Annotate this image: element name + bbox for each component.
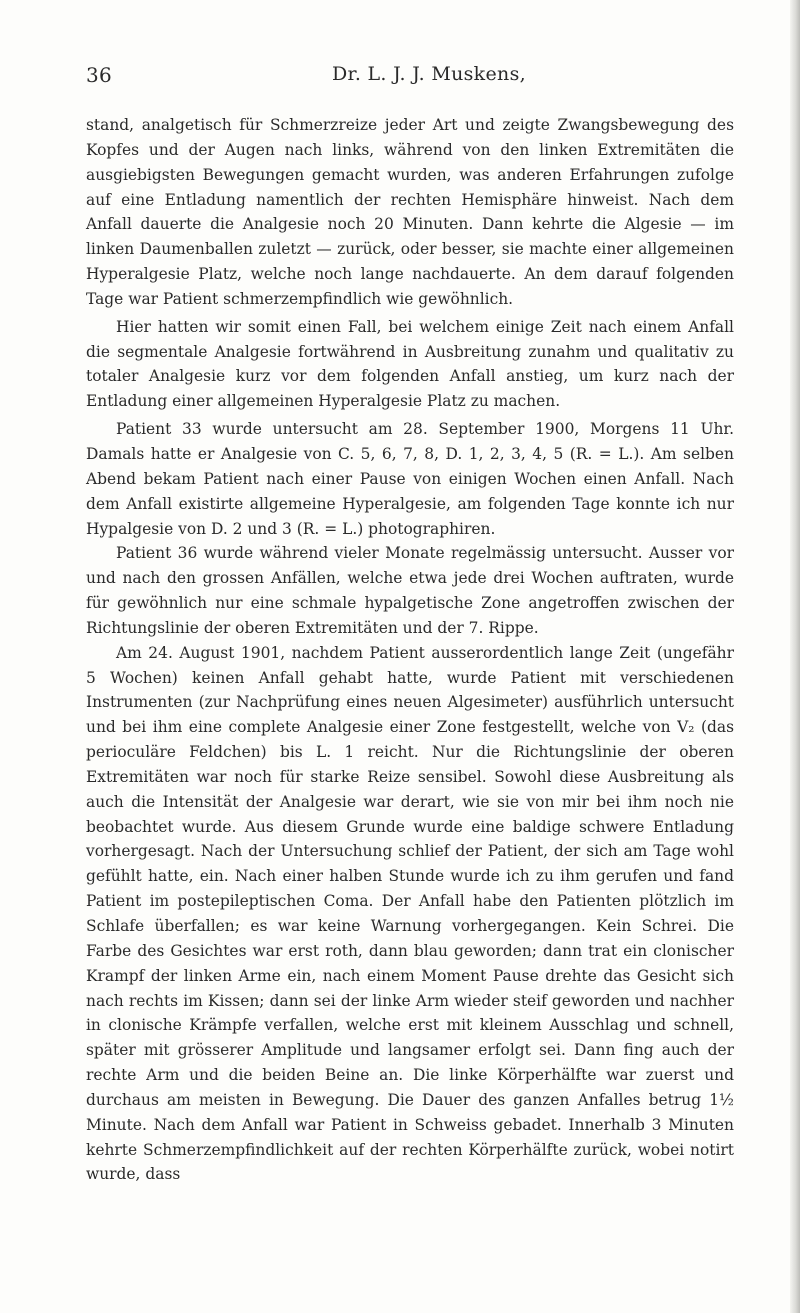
paragraph-4: Patient 36 wurde während vieler Monate regelmässig untersucht. Ausser vor und nach den grossen Anfällen, welche etwa jede drei Wochen auftraten, wurde für gewöhnlich nur eine schmale hypalgetische Zone angetroffen zwischen der Richtungslinie der oberen Extremitäten und der 7. Rippe. [86,544,734,637]
running-head: Dr. L. J. J. Muskens, [332,63,526,85]
paragraph-2: Hier hatten wir somit einen Fall, bei welchem einige Zeit nach einem Anfall die segmentale Analgesie fortwährend in Ausbreitung zunahm und qualitativ zu totaler Analgesie kurz vor dem folgenden Anfall anstieg, um kurz nach der Entladung einer allgemeinen Hyperalgesie Platz zu machen. [86,317,734,411]
page-number: 36 [86,63,113,87]
page-header [86,63,726,93]
body-text [86,113,734,1187]
paragraph-5: Am 24. August 1901, nachdem Patient ausserordentlich lange Zeit (ungefähr 5 Wochen) keinen Anfall gehabt hatte, wurde Patient mit verschiedenen Instrumenten (zur Nachprüfung eines neuen Algesimeter) ausführlich untersucht und bei ihm eine complete Analgesie einer Zone festgestellt, welche von V₂ (das perioculäre Feldchen) bis L. 1 reicht. Nur die Richtungslinie der oberen Extremitäten war noch für starke Reize sensibel. Sowohl diese Ausbreitung als auch die Intensität der Analgesie war derart, wie sie von mir bei ihm noch nie beobachtet wurde. Aus diesem Grunde wurde eine baldige schwere Entladung vorhergesagt. Nach der Untersuchung schlief der Patient, der sich am Tage wohl gefühlt hatte, ein. Nach einer halben Stunde wurde ich zu ihm gerufen und fand Patient im postepileptischen Coma. Der Anfall habe den Patienten plötzlich im Schlafe überfallen; es war keine Warnung vorhergegangen. Kein Schrei. Die Farbe des Gesichtes war erst roth, dann blau geworden; dann trat ein clonischer Krampf der linken Arme ein, nach einem Moment Pause drehte das Gesicht sich nach rechts im Kissen; dann sei der linke Arm wieder steif geworden und nachher in clonische Krämpfe verfallen, welche erst mit kleinem Ausschlag und schnell, später mit grösserer Amplitude und langsamer erfolgt sei. Dann fing auch der rechte Arm und die beiden Beine an. Die linke Körperhälfte war zuerst und durchaus am meisten in Bewegung. Die Dauer des ganzen Anfalles betrug 1½ Minute. Nach dem Anfall war Patient in Schweiss gebadet. Innerhalb 3 Minuten kehrte Schmerzempfindlichkeit auf der rechten Körperhälfte zurück, wobei notirt wurde, dass [86,643,734,1184]
page-edge-shadow [790,0,800,1313]
paragraph-3: Patient 33 wurde untersucht am 28. September 1900, Morgens 11 Uhr. Damals hatte er Analgesie von C. 5, 6, 7, 8, D. 1, 2, 3, 4, 5 (R. = L.). Am selben Abend bekam Patient nach einer Pause von einigen Wochen einen Anfall. Nach dem Anfall existirte allgemeine Hyperalgesie, am folgenden Tage konnte ich nur Hypalgesie von D. 2 und 3 (R. = L.) photographiren. [86,420,734,538]
paragraph-1: stand, analgetisch für Schmerzreize jeder Art und zeigte Zwangsbewegung des Kopfes und der Augen nach links, während von den linken Extremitäten die ausgiebigsten Bewegungen gemacht wurden, was anderen Erfahrungen zufolge auf eine Entladung namentlich der rechten Hemisphäre hinweist. Nach dem Anfall dauerte die Analgesie noch 20 Minuten. Dann kehrte die Algesie — im linken Daumenballen zuletzt — zurück, oder besser, sie machte einer allgemeinen Hyperalgesie Platz, welche noch lange nachdauerte. An dem darauf folgenden Tage war Patient schmerzempfindlich wie gewöhnlich. [86,116,734,308]
